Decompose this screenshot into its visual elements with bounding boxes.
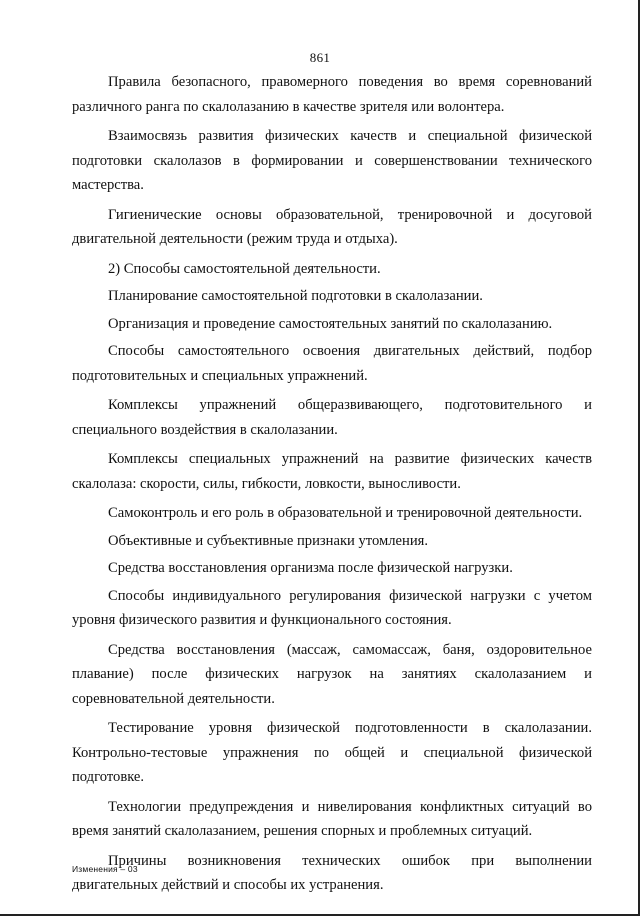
paragraph: Средства восстановления (массаж, самомассаж, баня, оздоровительное плавание) после физических нагрузок на занятиях скалолазанием и соревновательной деятельности. bbox=[72, 641, 592, 707]
paragraph: Способы самостоятельного освоения двигательных действий, подбор подготовительных и специальных упражнений. bbox=[72, 343, 592, 384]
paragraph: Способы индивидуального регулирования физической нагрузки с учетом уровня физического развития и функционального состояния. bbox=[72, 587, 592, 628]
paragraph: Комплексы упражнений общеразвивающего, подготовительного и специального воздействия в скалолазании. bbox=[72, 397, 592, 438]
paragraph: Самоконтроль и его роль в образовательной и тренировочной деятельности. bbox=[108, 505, 583, 521]
paragraph: Правила безопасного, правомерного поведения во время соревнований различного ранга по скалолазанию в качестве зрителя или волонтера. bbox=[72, 74, 592, 115]
paragraph: Технологии предупреждения и нивелирования конфликтных ситуаций во время занятий скалолазанием, решения спорных и проблемных ситуаций. bbox=[72, 798, 592, 839]
paragraph: Комплексы специальных упражнений на развитие физических качеств скалолаза: скорости, силы, гибкости, ловкости, выносливости. bbox=[72, 451, 592, 492]
document-body bbox=[72, 70, 592, 903]
paragraph: Организация и проведение самостоятельных занятий по скалолазанию. bbox=[108, 315, 553, 332]
paragraph: Тестирование уровня физической подготовленности в скалолазании. Контрольно-тестовые упражнения по общей и специальной физической подготовке. bbox=[72, 720, 592, 785]
paragraph: Средства восстановления организма после физической нагрузки. bbox=[108, 560, 513, 576]
paragraph: Причины возникновения технических ошибок при выполнении двигательных действий и способы их устранения. bbox=[72, 852, 592, 893]
footer-revision-note: Изменения – 03 bbox=[72, 864, 138, 874]
paragraph: Планирование самостоятельной подготовки в скалолазании. bbox=[108, 288, 483, 304]
paragraph: Объективные и субъективные признаки утомления. bbox=[108, 532, 428, 549]
paragraph: Гигиенические основы образовательной, тренировочной и досуговой двигательной деятельности (режим труда и отдыха). bbox=[72, 206, 592, 247]
paragraph: Взаимосвязь развития физических качеств и специальной физической подготовки скалолазов в формировании и совершенствовании технического мастерства. bbox=[72, 128, 592, 193]
section-heading: 2) Способы самостоятельной деятельности. bbox=[108, 260, 381, 277]
page-number: 861 bbox=[309, 50, 331, 65]
